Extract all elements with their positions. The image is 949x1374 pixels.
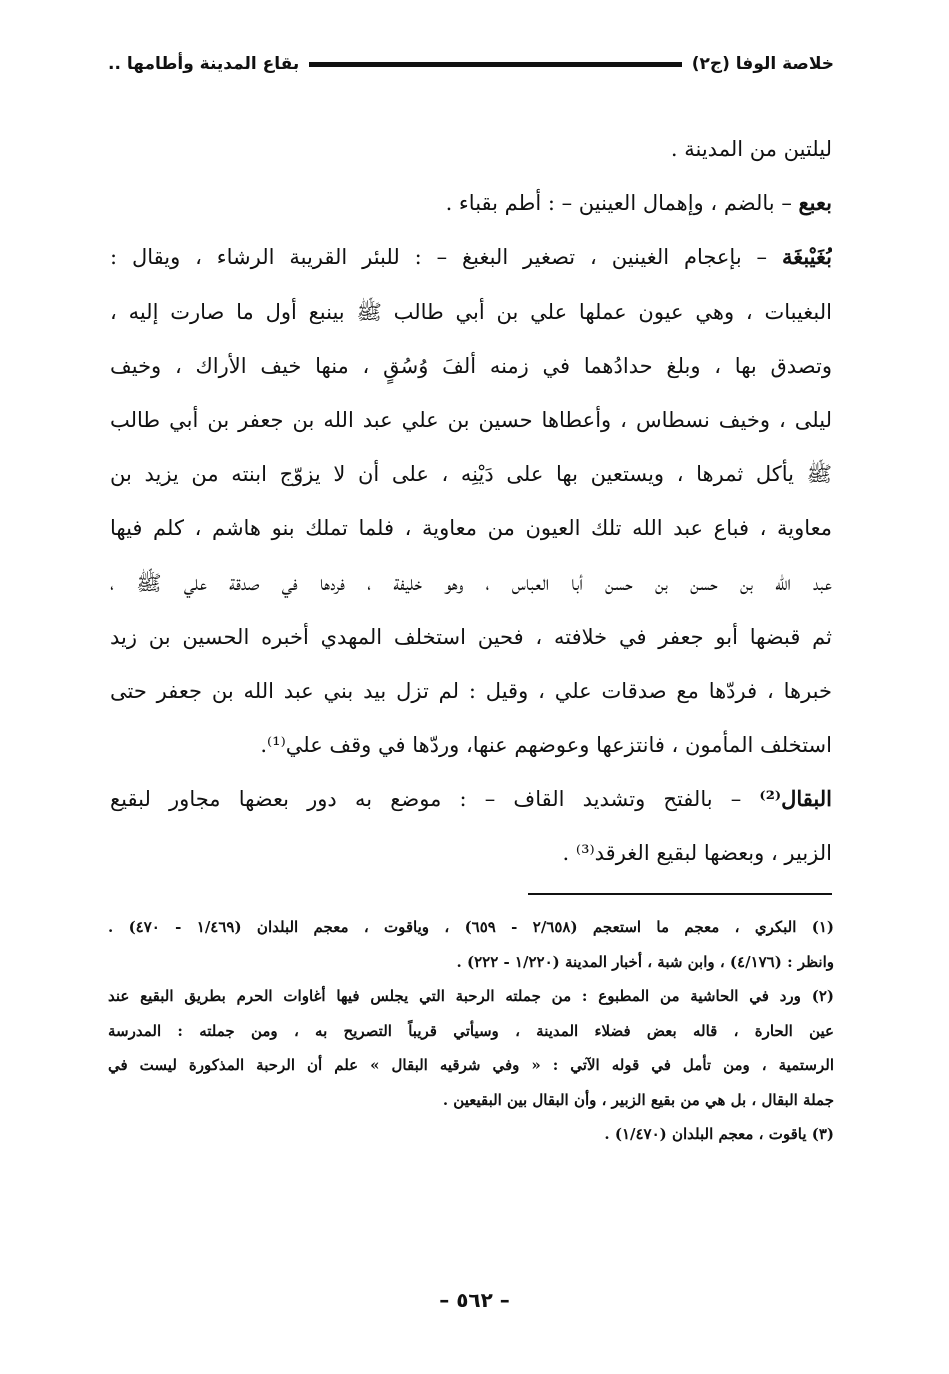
footnote-line: الرستمية ، ومن تأمل في قوله الآتي : « وفي شرقيه البقال » علم أن الرحبة المذكورة ليست في <box>108 1056 834 1074</box>
book-title: خلاصة الوفا (ج٢) <box>691 54 834 74</box>
body-line-text: الزبير ، وبعضها لبقيع الغرقد⁽³⁾ . <box>562 841 832 866</box>
body-line <box>110 556 832 610</box>
body-line <box>110 501 832 555</box>
body-line-text: ﷺ يأكل ثمرها ، ويستعين بها على دَيْنِه ، على أن لا يزوّج ابنته من يزيد بن <box>110 462 832 487</box>
body-line <box>110 664 832 718</box>
body-line-text: البغيبات ، وهي عيون عملها علي بن أبي طالب ﷺ بينبع أول ما صارت إليه ، <box>110 299 832 324</box>
body-line-text: عبد الله بن حسن بن حسن أبا العباس ، وهو خليفة ، فردها في صدقة علي ﷺ ، <box>110 570 832 595</box>
body-line <box>110 718 832 772</box>
footnote-line: (٢) ورد في الحاشية من المطبوع : من جملته الرحبة التي يجلس فيها أغاوات الحرم بطريق البقيع عند <box>108 987 834 1005</box>
entry-term: البقال⁽²⁾ <box>759 786 832 812</box>
footnote-line: وانظر : (٤/١٧٦) ، وابن شبة ، أخبار المدينة (١/٢٢٠ - ٢٢٢) . <box>456 952 834 971</box>
body-line-text: – بإعجام الغينين ، تصغير البغبغ – : للبئر القريبة الرشاء ، ويقال : <box>110 245 782 270</box>
entry-term: بعبع <box>798 190 832 216</box>
body-line-text: ليلى ، وخيف نسطاس ، وأعطاها حسين بن علي عبد الله بن جعفر بن أبي طالب <box>110 407 832 432</box>
body-line-text: خبرها ، فردّها مع صدقات علي ، وقيل : لم تزل بيد بني عبد الله بن جعفر حتى <box>110 678 832 703</box>
running-header <box>108 44 834 84</box>
body-line <box>110 610 832 664</box>
body-line <box>110 826 832 880</box>
body-line <box>110 393 832 447</box>
main-text <box>110 122 832 881</box>
footnote-separator <box>528 893 832 895</box>
body-line-text: ثم قبضها أبو جعفر في خلافته ، فحين استخلف المهدي أخبره الحسين بن زيد <box>110 624 832 649</box>
body-line-text: – بالفتح وتشديد القاف – : موضع به دور بعضها مجاور لبقيع <box>110 787 760 812</box>
body-line-text: ليلتين من المدينة . <box>670 137 832 161</box>
body-line-text: وتصدق بها ، وبلغ حدادُهما في زمنه ألفَ وُسُقٍ ، منها خيف الأراك ، وخيف <box>110 353 832 378</box>
body-line <box>110 339 832 393</box>
body-line-text: استخلف المأمون ، فانتزعها وعوضهم عنها، وردّها في وقف علي⁽¹⁾. <box>260 733 832 758</box>
footnote-line: (٣) ياقوت ، معجم البلدان (١/٤٧٠) . <box>604 1125 834 1143</box>
chapter-title: بقاع المدينة وأطامها .. <box>108 54 300 74</box>
body-line <box>110 772 832 826</box>
page-number: – ٥٦٢ – <box>439 1288 510 1312</box>
body-line <box>110 122 832 176</box>
body-line-text: معاوية ، فباع عبد الله تلك العيون من معاوية ، فلما تملك بنو هاشم ، كلم فيها <box>110 516 832 541</box>
body-line <box>110 230 832 284</box>
footnote-line: جملة البقال ، بل هي من بقيع الزبير ، وأن البقال بين البقيعين . <box>442 1090 834 1109</box>
footnotes <box>108 910 834 1152</box>
entry-term: بُغَيْبغَة <box>781 244 832 270</box>
header-rule <box>309 62 681 67</box>
footnote-line: (١) البكري ، معجم ما استعجم (٢/٦٥٨ - ٦٥٩) ، وياقوت ، معجم البلدان (١/٤٦٩ - ٤٧٠) . <box>108 918 834 936</box>
body-line <box>110 447 832 501</box>
body-line <box>110 285 832 339</box>
body-line <box>110 176 832 230</box>
footnote-line: عين الحارة ، قاله بعض فضلاء المدينة ، وسيأتي قريباً التصريح به ، ومن جملته : المدرسة <box>108 1021 834 1040</box>
body-line-text: – بالضم ، وإهمال العينين – : أطم بقباء . <box>445 191 799 216</box>
